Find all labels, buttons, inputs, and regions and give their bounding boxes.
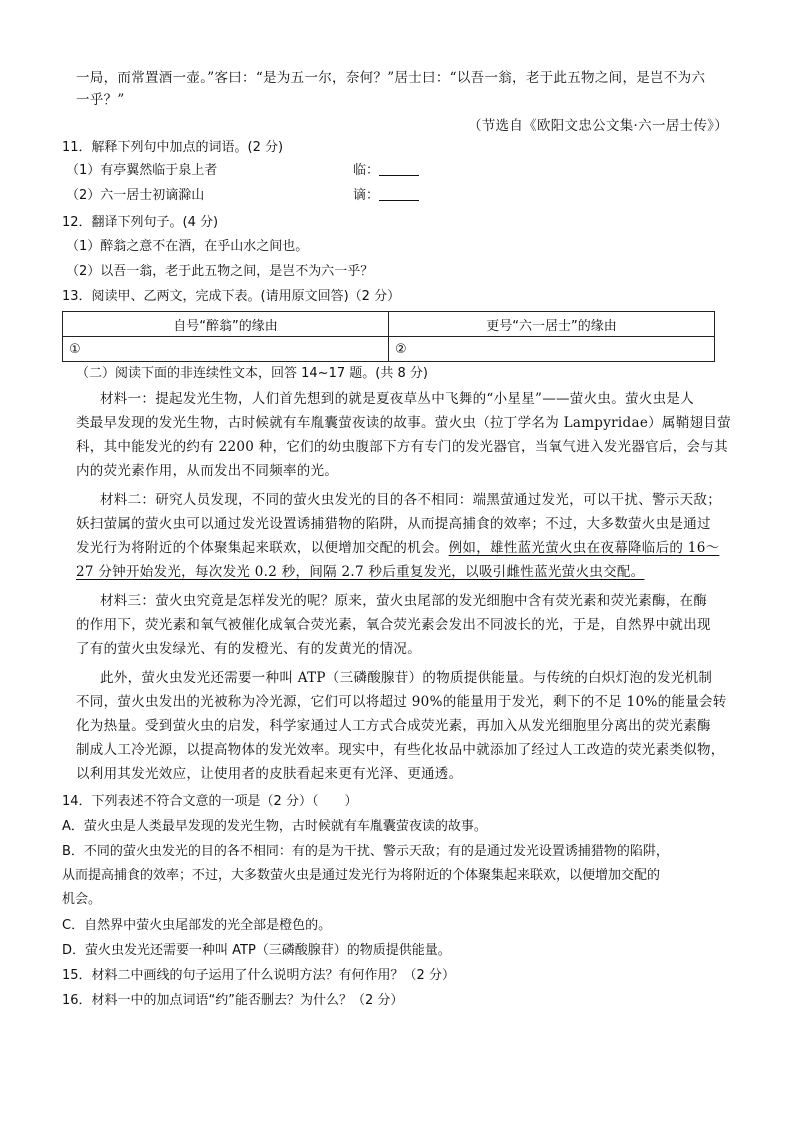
answer-table xyxy=(62,311,715,362)
question-11-item-1: （1）有亭翼然临于泉上者 xyxy=(66,163,218,178)
material-2-line: 材料二：研究人员发现，不同的萤火虫发光的目的各不相同：端黑萤通过发光，可以干扰、警示天敌； xyxy=(100,492,721,508)
section-heading: （二）阅读下面的非连续性文本，回答 14~17 题。(共 8 分) xyxy=(76,366,428,381)
material-3-line: 了有的萤火虫发绿光、有的发橙光、有的发黄光的情况。 xyxy=(76,641,421,657)
material-3-line: 材料三：萤火虫究竟是怎样发光的呢？原来，萤火虫尾部的发光细胞中含有荧光素和荧光素酶，在酶 xyxy=(100,593,708,609)
answer-blank[interactable] xyxy=(379,186,419,201)
answer-blank[interactable] xyxy=(379,161,419,176)
question-13-stem: 13．阅读甲、乙两文，完成下表。(请用原文回答)（2 分） xyxy=(62,289,401,304)
question-12-item-2: （2）以吾一翁，老于此五物之间，是岂不为六一乎？ xyxy=(66,264,374,279)
material-3-line: 以利用其发光效应，让使用者的皮肤看起来更有光泽、更通透。 xyxy=(76,766,463,782)
underlined-sentence: 例如，雄性蓝光萤火虫在夜幕降临后的 16～ xyxy=(448,540,720,556)
material-1-line: 内的荧光素作用，从而发出不同频率的光。 xyxy=(76,463,339,479)
option-a[interactable]: A．萤火虫是人类最早发现的发光生物，古时候就有车胤囊萤夜读的故事。 xyxy=(62,819,487,834)
option-b[interactable]: B．不同的萤火虫发光的目的各不相同：有的是为干扰、警示天敌；有的是通过发光设置诱捕猎物的陷阱， xyxy=(62,844,669,859)
underlined-sentence: 27 分钟开始发光，每次发光 0.2 秒，间隔 2.7 秒后重复发光，以吸引雌性蓝光萤火虫交配。 xyxy=(76,564,645,580)
passage-line: 一乎？” xyxy=(76,92,125,108)
question-11-stem: 11．解释下列句中加点的词语。(2 分) xyxy=(62,140,284,155)
material-2-line: 妖扫萤属的萤火虫可以通过发光设置诱捕猎物的陷阱，从而提高捕食的效率；不过，大多数萤火虫是通过 xyxy=(76,516,711,532)
material-1-line: 类最早发现的发光生物，古时候就有车胤囊萤夜读的故事。萤火虫（拉丁学名为 Lampyridae）属鞘翅目萤 xyxy=(76,415,731,431)
question-12-item-1: （1）醉翁之意不在酒，在乎山水之间也。 xyxy=(66,239,309,254)
question-11-answer-1 xyxy=(353,161,419,181)
material-2-line xyxy=(76,538,719,558)
passage-line: 一局，而常置酒一壶。”客曰：“是为五一尔，奈何？”居士曰：“以吾一翁，老于此五物之间，是岂不为六 xyxy=(76,70,706,86)
option-b-cont: 机会。 xyxy=(62,892,102,907)
question-12-stem: 12．翻译下列句子。(4 分) xyxy=(62,215,219,230)
question-14-stem: 14．下列表述不符合文意的一项是（2 分）（ ） xyxy=(62,794,358,809)
question-16: 16．材料一中的加点词语“约”能否删去？为什么？（2 分） xyxy=(62,993,404,1008)
material-2-text: 发光行为将附近的个体聚集起来联欢，以便增加交配的机会。 xyxy=(76,540,449,556)
table-cell[interactable]: ② xyxy=(389,337,715,362)
question-11-item-2: （2）六一居士初谪滁山 xyxy=(66,188,205,203)
material-3-line: 不同，萤火虫发出的光被称为冷光源，它们可以将超过 90%的能量用于发光，剩下的不足 10%的能量会转 xyxy=(76,694,727,710)
answer-label: 谪： xyxy=(353,188,380,203)
answer-label: 临： xyxy=(353,163,380,178)
question-11-answer-2 xyxy=(353,186,419,206)
table-header: 更号“六一居士”的缘由 xyxy=(389,312,715,337)
material-3-line: 此外，萤火虫发光还需要一种叫 ATP（三磷酸腺苷）的物质提供能量。与传统的白炽灯泡的发光机制 xyxy=(100,670,713,686)
material-1-line: 科，其中能发光的约有 2200 种，它们的幼虫腹部下方有专门的发光器官，当氧气进入发光器官后，会与其 xyxy=(76,439,728,455)
question-15: 15．材料二中画线的句子运用了什么说明方法？有何作用？（2 分） xyxy=(62,968,455,983)
option-b-cont: 从而提高捕食的效率；不过，大多数萤火虫是通过发光行为将附近的个体聚集起来联欢，以便增加交配的 xyxy=(62,868,661,883)
option-d[interactable]: D．萤火虫发光还需要一种叫 ATP（三磷酸腺苷）的物质提供能量。 xyxy=(62,943,451,958)
table-cell[interactable]: ① xyxy=(63,337,389,362)
passage-source: （节选自《欧阳文忠公文集·六一居士传》） xyxy=(467,118,728,134)
material-3-line: 的作用下，荧光素和氧气被催化成氧合荧光素，氧合荧光素会发出不同波长的光，于是，自然界中就出现 xyxy=(76,617,711,633)
material-3-line: 制成人工冷光源，以提高物体的发光效率。现实中，有些化妆品中就添加了经过人工改造的荧光素类似物， xyxy=(76,742,725,758)
option-c[interactable]: C．自然界中萤火虫尾部发的光全部是橙色的。 xyxy=(62,918,332,933)
material-3-line: 化为热量。受到萤火虫的启发，科学家通过人工方式合成荧光素，再加入从发光细胞里分离出的荧光素酶 xyxy=(76,718,711,734)
material-1-line: 材料一：提起发光生物，人们首先想到的就是夏夜草丛中飞舞的“小星星”——萤火虫。萤火虫是人 xyxy=(100,391,695,407)
table-header: 自号“醉翁”的缘由 xyxy=(63,312,389,337)
